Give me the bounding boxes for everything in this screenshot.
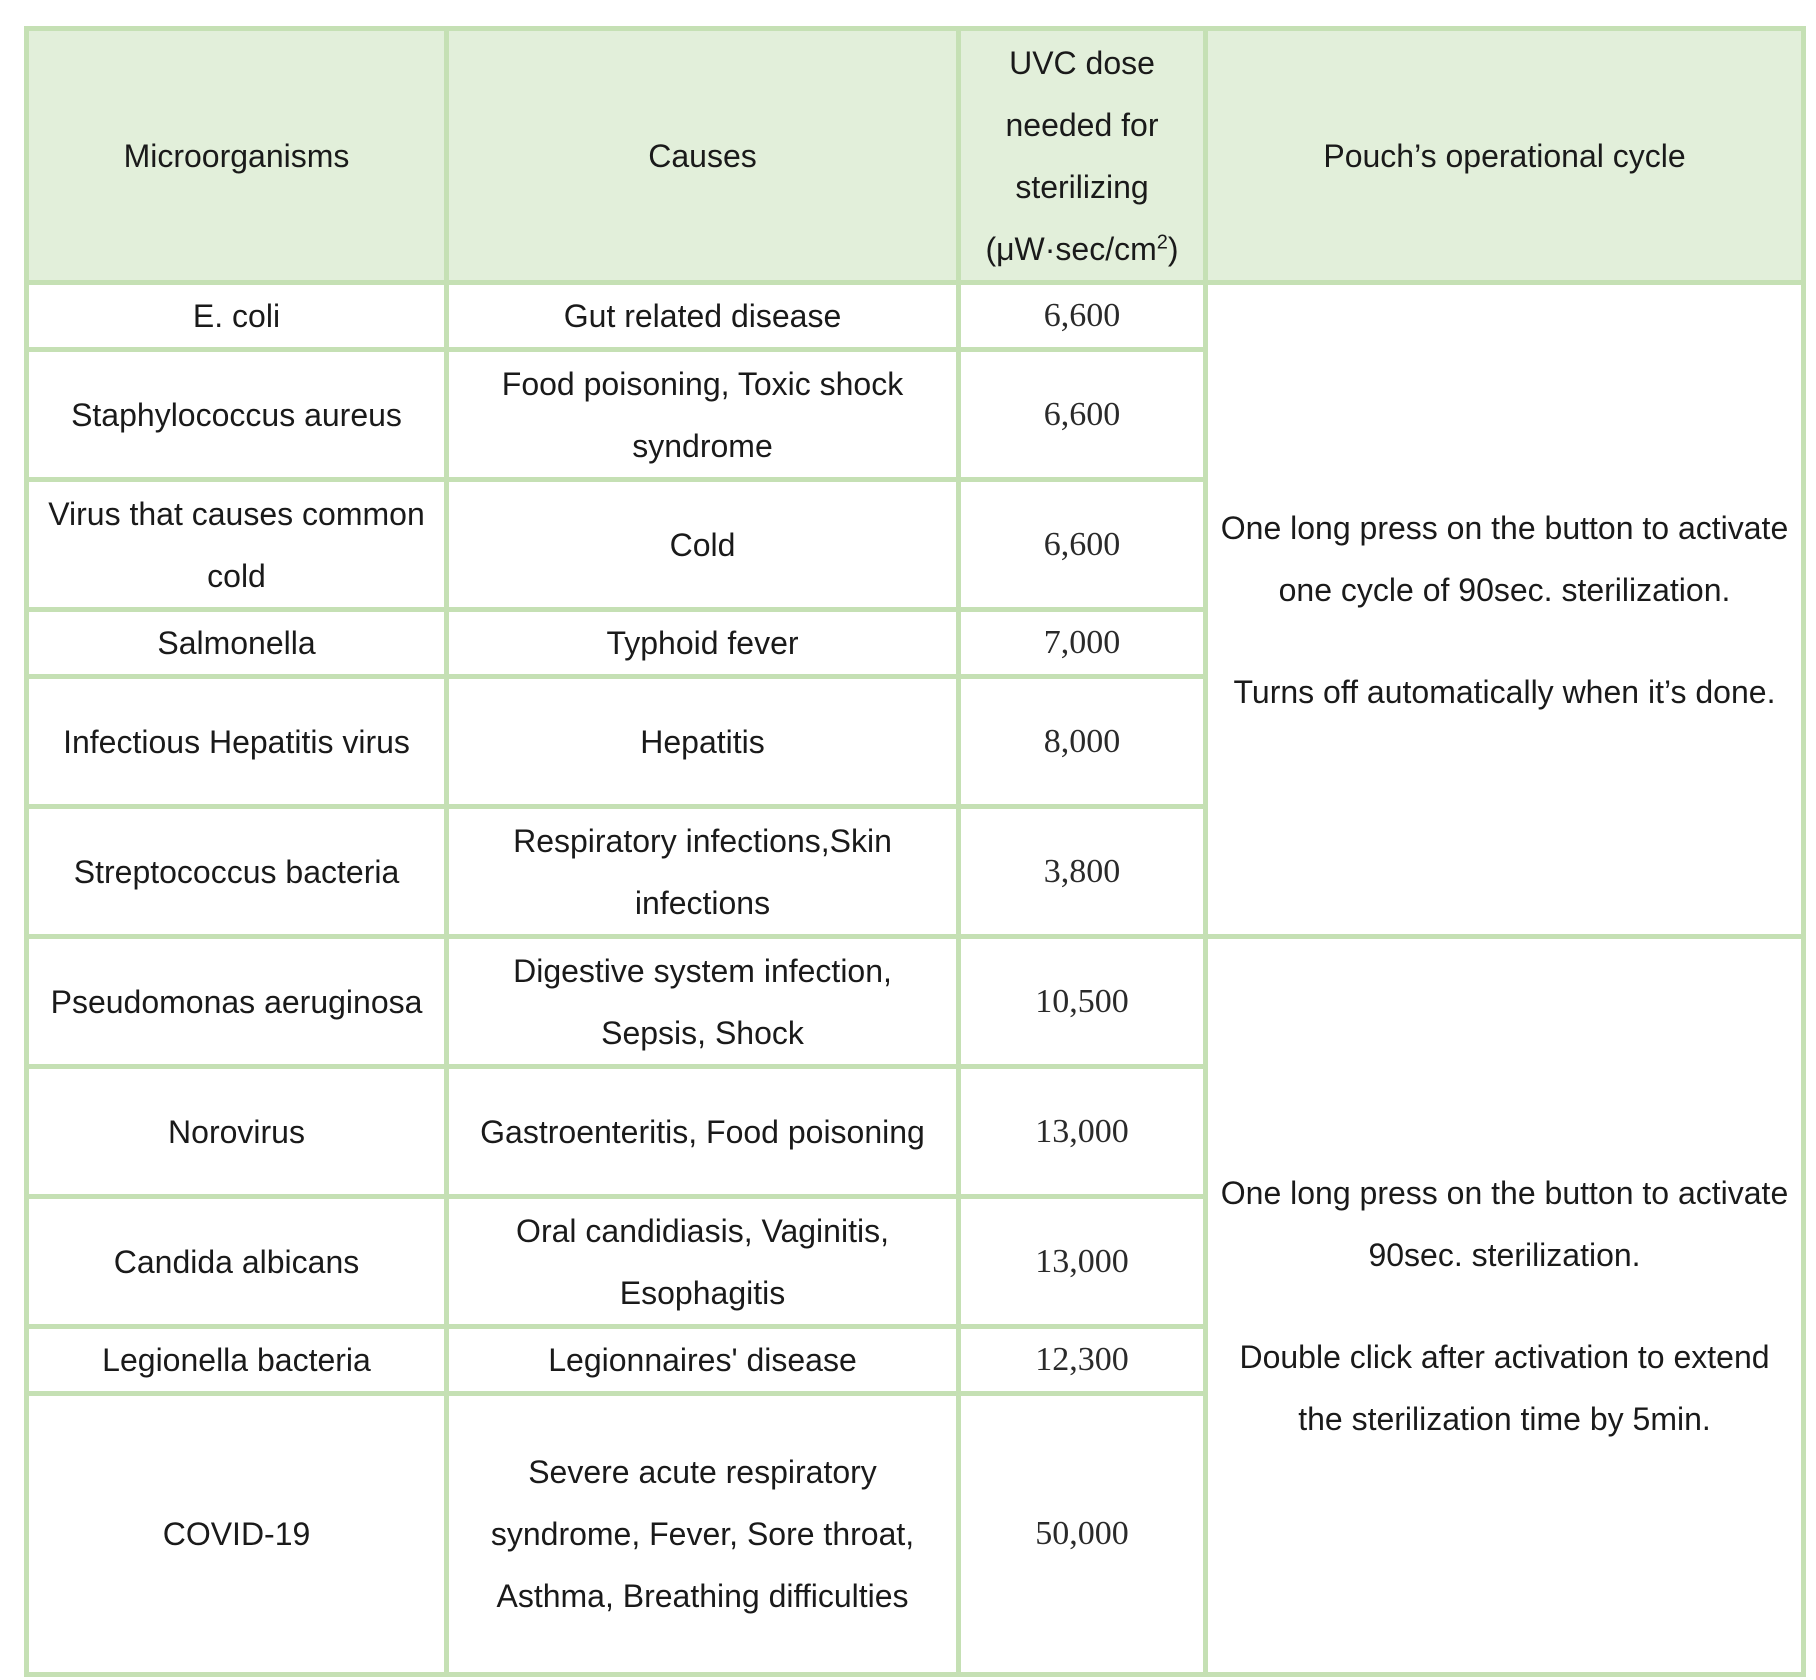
organism-cell: Legionella bacteria [27,1327,447,1394]
organism-cell: Candida albicans [27,1197,447,1327]
cause-cell: Legionnaires' disease [447,1327,959,1394]
header-uvc-dose-line1: UVC dose [1009,44,1155,81]
organism-cell: COVID-19 [27,1394,447,1675]
organism-cell: Pseudomonas aeruginosa [27,937,447,1067]
organism-cell: Infectious Hepatitis virus [27,677,447,807]
cause-cell: Food poisoning, Toxic shock syndrome [447,350,959,480]
dose-cell: 7,000 [959,610,1206,677]
dose-cell: 8,000 [959,677,1206,807]
table-row [27,937,1804,1067]
cause-cell: Respiratory infections,Skin infections [447,807,959,937]
cause-cell: Typhoid fever [447,610,959,677]
header-uvc-dose-unit: $(\mu W\cdot\sec/cm^2)$ [985,230,1179,267]
dose-cell: 13,000 [959,1197,1206,1327]
dose-cell: 10,500 [959,937,1206,1067]
uvc-dose-table-container [24,26,1801,1672]
organism-cell: Virus that causes common cold [27,480,447,610]
cause-cell: Hepatitis [447,677,959,807]
cause-cell: Oral candidiasis, Vaginitis, Esophagitis [447,1197,959,1327]
header-causes: Causes [447,29,959,283]
header-operational-cycle: Pouch’s operational cycle [1206,29,1804,283]
cause-cell: Cold [447,480,959,610]
cycle-group2-para1: One long press on the button to activate 90sec. sterilization. [1220,1174,1789,1273]
dose-cell: 6,600 [959,283,1206,350]
cycle-group1-para1: One long press on the button to activate one cycle of 90sec. sterilization. [1220,509,1789,608]
dose-cell: 6,600 [959,480,1206,610]
organism-cell: Norovirus [27,1067,447,1197]
dose-cell: 50,000 [959,1394,1206,1675]
table-header-row [27,29,1804,283]
header-uvc-dose [959,29,1206,283]
dose-cell: 12,300 [959,1327,1206,1394]
organism-cell: Streptococcus bacteria [27,807,447,937]
cause-cell: Gastroenteritis, Food poisoning [447,1067,959,1197]
operational-cycle-group2 [1206,937,1804,1675]
uvc-dose-table [24,26,1806,1677]
cycle-group2-para2: Double click after activation to extend the sterilization time by 5min. [1239,1338,1770,1437]
cycle-group1-para2: Turns off automatically when it’s done. [1233,673,1776,710]
dose-cell: 3,800 [959,807,1206,937]
cause-cell: Severe acute respiratory syndrome, Fever, Sore throat, Asthma, Breathing difficulties [447,1394,959,1675]
header-uvc-dose-line2: needed for [1005,106,1159,143]
header-uvc-dose-line3: sterilizing [1015,168,1149,205]
operational-cycle-group1 [1206,283,1804,937]
dose-cell: 6,600 [959,350,1206,480]
header-microorganisms: Microorganisms [27,29,447,283]
cause-cell: Gut related disease [447,283,959,350]
organism-cell: Salmonella [27,610,447,677]
dose-cell: 13,000 [959,1067,1206,1197]
cause-cell: Digestive system infection, Sepsis, Shock [447,937,959,1067]
organism-cell: E. coli [27,283,447,350]
organism-cell: Staphylococcus aureus [27,350,447,480]
table-row [27,283,1804,350]
